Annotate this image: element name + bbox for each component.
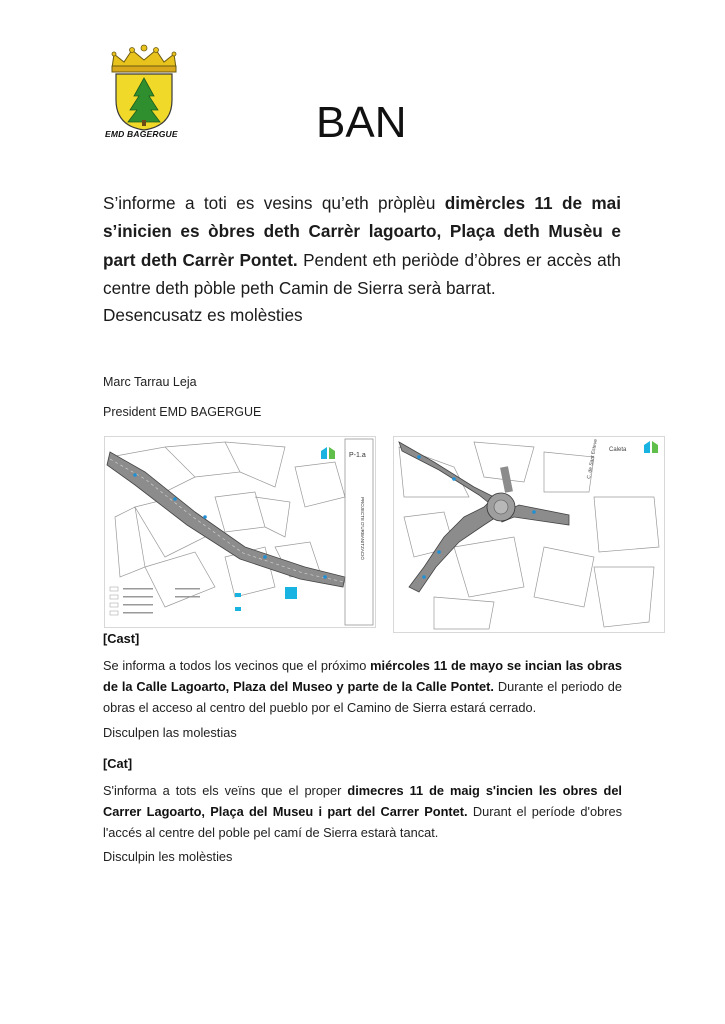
cat-section-tag: [Cat] — [103, 756, 133, 771]
announcement-text: S’informe a toti es vesins qu’eth pròplèu — [103, 193, 445, 213]
street-plan-map-1 — [104, 436, 376, 628]
company-logo-icon-2 — [644, 441, 650, 453]
cat-text: S'informa a tots els veïns que el proper — [103, 783, 348, 798]
cat-bold: dimecres 11 de maig s'incien les obres del Carrer Lagoarto, Plaça del Museu i part del Carrer Pontet. — [103, 783, 622, 819]
cast-bold: miércoles 11 de mayo se incian las obras de la Calle Lagoarto, Plaza del Museo y parte de la Calle Pontet. — [103, 658, 622, 694]
cast-end: Durante el periodo de obras el acceso al centro del pueblo por el Camino de Sierra estará cerrado. — [103, 679, 622, 715]
coat-of-arms-logo — [104, 42, 184, 140]
cast-section-tag: [Cast] — [103, 631, 140, 646]
main-announcement — [103, 189, 621, 302]
cat-end: Durant el període d'obres l'accés al centre del poble pel camí de Sierra estarà tancat. — [103, 804, 622, 840]
cast-paragraph — [103, 655, 622, 718]
signer-name: Marc Tarrau Leja — [103, 375, 197, 389]
cat-paragraph — [103, 780, 622, 843]
signer-role: President EMD BAGERGUE — [103, 405, 262, 419]
aranes-apology: Desencusatz es molèsties — [103, 305, 303, 325]
crown-icon — [112, 45, 176, 72]
announcement-bold: dimèrcles 11 de mai s’inicien es òbres deth Carrèr lagoarto, Plaça deth Musèu e part deth Carrèr Pontet. — [103, 193, 621, 270]
map1-side-label: PROJECTE D'URBANITZACIÓ — [360, 497, 365, 560]
cat-apology: Disculpin les molèsties — [103, 849, 233, 864]
logo-caption: EMD BAGERGUE — [105, 129, 178, 139]
map1-label: P-1.a — [349, 452, 366, 459]
cast-text: Se informa a todos los vecinos que el próximo — [103, 658, 371, 673]
map2-label: Caleta — [609, 447, 627, 453]
page-title: BAN — [316, 98, 407, 147]
cast-apology: Disculpen las molestias — [103, 725, 237, 740]
announcement-end: Pendent eth periòde d’òbres er accès ath centre deth pòble peth Camin de Sierra serà barrat. — [103, 249, 621, 298]
map2-street-label: C. de Sant Esteve — [586, 438, 599, 480]
company-logo-icon — [321, 447, 327, 459]
street-plan-map-2 — [393, 436, 665, 633]
